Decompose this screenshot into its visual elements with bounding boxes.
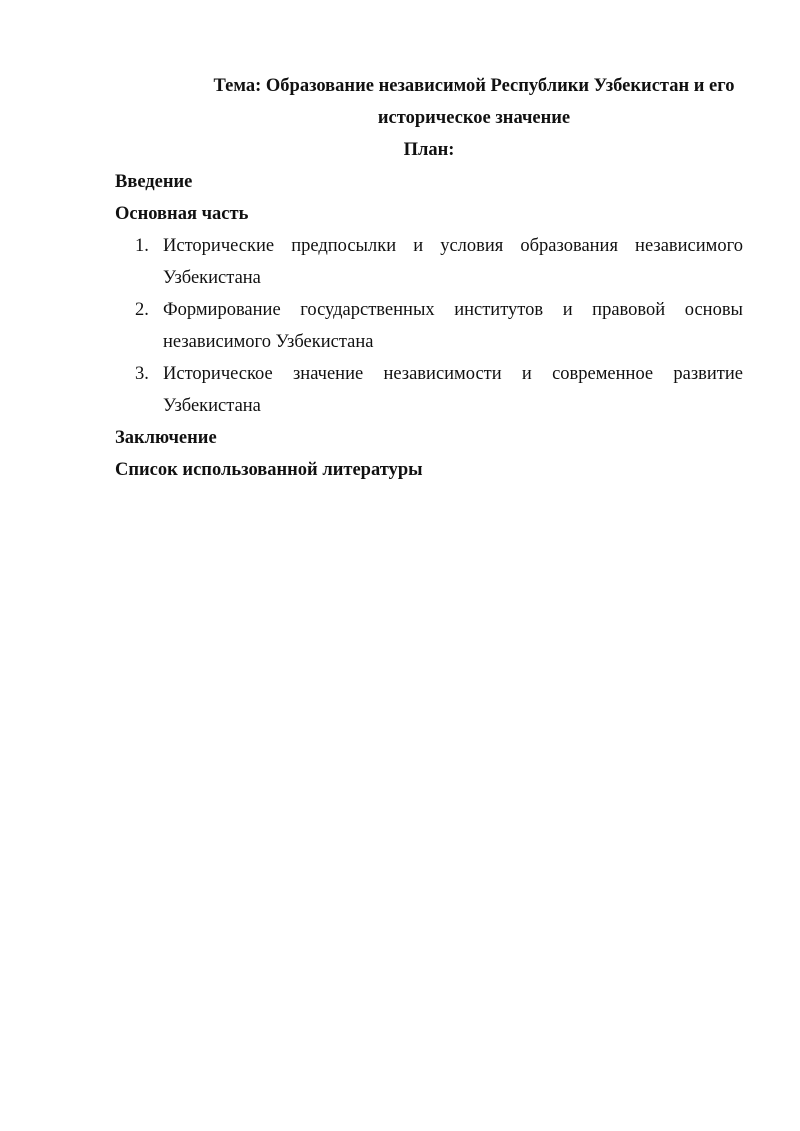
list-item — [115, 358, 743, 422]
list-item-text: Формирование государственных институтов и правовой основы независимого Узбекистана — [163, 300, 743, 352]
list-item-text: Историческое значение независимости и современное развитие Узбекистана — [163, 364, 743, 416]
section-introduction: Введение — [115, 172, 193, 192]
section-conclusion: Заключение — [115, 428, 217, 448]
list-item-number: 3. — [135, 364, 149, 384]
list-item-number: 1. — [135, 236, 149, 256]
main-part-list — [115, 230, 743, 422]
list-item — [115, 230, 743, 294]
plan-heading: План: — [403, 140, 455, 160]
section-references: Список использованной литературы — [115, 460, 423, 480]
list-item-text: Исторические предпосылки и условия образования независимого Узбекистана — [163, 236, 743, 288]
document-title: Тема: Образование независимой Республики Узбекистан и его историческое значение — [213, 76, 735, 128]
section-main-part: Основная часть — [115, 204, 249, 224]
list-item-number: 2. — [135, 300, 149, 320]
list-item — [115, 294, 743, 358]
document-page — [115, 70, 743, 486]
